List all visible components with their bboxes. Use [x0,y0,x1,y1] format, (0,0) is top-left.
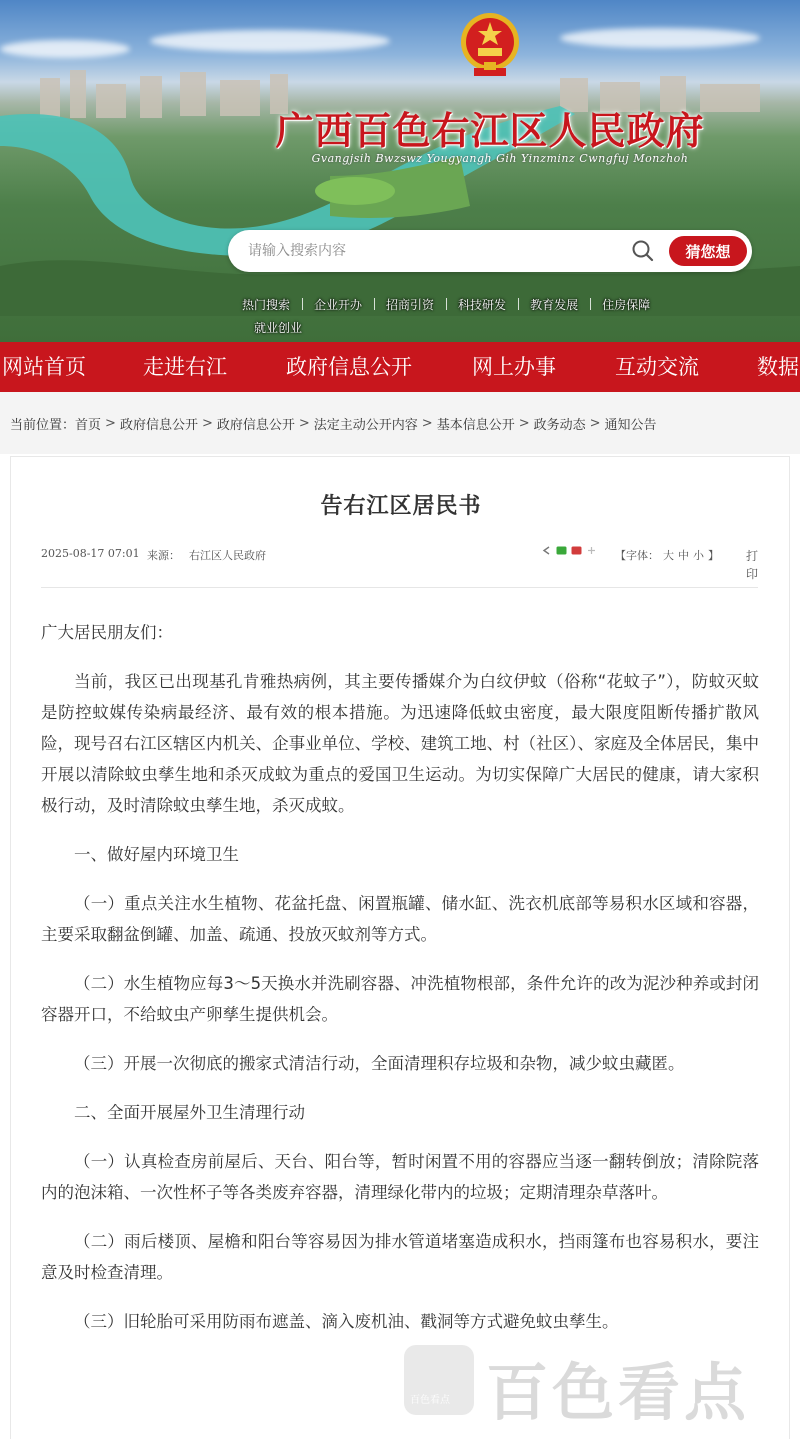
search-icon[interactable] [630,238,656,264]
nav-item-interaction[interactable]: 互动交流 [615,355,699,379]
share-bar [541,545,597,556]
breadcrumb-item[interactable]: 政务动态 [533,417,586,433]
wechat-share-icon[interactable] [556,545,567,556]
breadcrumb-separator: > [105,415,116,431]
article-card [10,456,790,1439]
hot-search-item[interactable]: 住房保障 [590,294,662,315]
hot-search-item[interactable]: 就业创业 [254,321,303,335]
header-banner [0,0,800,342]
nav-item-home[interactable]: 网站首页 [2,355,86,379]
section-heading: 二、全面开展屋外卫生清理行动 [74,1103,305,1122]
breadcrumb-item[interactable]: 政府信息公开 [216,417,295,433]
watermark-text: 百色看点 [486,1356,751,1429]
paragraph: （三）开展一次彻底的搬家式清洁行动，全面清理积存垃圾和杂物，减少蚊虫藏匿。 [74,1054,685,1073]
breadcrumb [0,392,800,454]
nav-item-gov-info[interactable]: 政府信息公开 [286,355,412,379]
article-body [41,617,759,1355]
breadcrumb-item[interactable]: 通知公告 [604,417,657,433]
breadcrumb-item[interactable]: 首页 [75,417,102,433]
hot-search-row-2 [242,317,314,338]
nav-item-about[interactable]: 走进右江 [143,355,227,379]
font-size-control [615,547,719,563]
paragraph: （二）水生植物应每3～5天换水并洗刷容器、冲洗植物根部，条件允许的改为泥沙种养或封闭容器开口，不给蚊虫产卵孳生提供机会。 [41,974,759,1024]
weibo-share-icon[interactable] [571,545,582,556]
font-size-small[interactable]: 小 [693,549,704,562]
watermark [404,1345,794,1435]
article-title: 告右江区居民书 [320,494,482,519]
font-size-medium[interactable]: 中 [678,549,689,562]
breadcrumb-separator: > [421,415,433,431]
meta-divider [41,587,758,588]
share-icon[interactable] [541,545,552,556]
greeting: 广大居民朋友们： [41,623,173,642]
publish-date: 2025-08-17 07:01 [41,547,140,560]
font-size-label: 【字体： [615,549,659,562]
paragraph: （一）重点关注水生植物、花盆托盘、闲置瓶罐、储水缸、洗衣机底部等易积水区域和容器，主要采取翻盆倒罐、加盖、疏通、投放灭蚊剂等方式。 [41,894,759,944]
cloud-decoration [0,40,130,58]
hot-search-item[interactable]: 招商引资 [374,294,446,315]
source-value: 右江区人民政府 [189,549,266,562]
paragraph: （二）雨后楼顶、屋檐和阳台等容易因为排水管道堵塞造成积水，挡雨篷布也容易积水，要注意及时检查清理。 [41,1232,759,1282]
source-label: 来源： [147,549,180,562]
breadcrumb-item[interactable]: 法定主动公开内容 [313,417,418,433]
site-title: 广西百色右江区人民政府 [275,108,705,153]
print-button[interactable]: 打印 [746,549,759,581]
hot-search-row [230,294,662,315]
paragraph: 当前，我区已出现基孔肯雅热病例，其主要传播媒介为白纹伊蚊（俗称“花蚊子”），防蚊灭蚊是防控蚊媒传染病最经济、最有效的根本措施。为迅速降低蚊虫密度，最大限度阻断传播扩散风险，现号召右江区辖区内机关、企事业单位、学校、建筑工地、村（社区）、家庭及全体居民，集中开展以清除蚊虫孳生地和杀灭成蚊为重点的爱国卫生运动。为切实保障广大居民的健康，请大家积极行动，及时清除蚊虫孳生地，杀灭成蚊。 [41,672,759,815]
font-size-close: 】 [708,549,719,562]
breadcrumb-label: 当前位置： [10,417,76,433]
nav-item-online-service[interactable]: 网上办事 [472,355,556,379]
paragraph: （三）旧轮胎可采用防雨布遮盖、滴入废机油、戳洞等方式避免蚊虫孳生。 [74,1312,619,1331]
hot-search-item[interactable]: 教育发展 [518,294,590,315]
main-nav [0,342,800,392]
breadcrumb-item[interactable]: 基本信息公开 [436,417,515,433]
search-input[interactable] [248,239,638,263]
watermark-small-text: 百色看点 [410,1395,450,1406]
font-size-large[interactable]: 大 [663,549,674,562]
cloud-decoration [560,28,760,48]
breadcrumb-separator: > [589,415,601,431]
breadcrumb-item[interactable]: 政府信息公开 [119,417,198,433]
national-emblem-icon [458,10,522,78]
paragraph: （一）认真检查房前屋后、天台、阳台等，暂时闲置不用的容器应当逐一翻转倒放；清除院落内的泡沫箱、一次性杯子等各类废弃容器，清理绿化带内的垃圾；定期清理杂草落叶。 [41,1152,759,1202]
site-subtitle: Gvangjsih Bwzswz Yougyangh Gih Yinzminz Cwngfuj Monzhoh [311,152,689,165]
search-suggest-button[interactable]: 猜您想 [669,236,747,266]
hot-search-label: 热门搜索 [242,298,291,312]
article-meta [41,543,761,587]
more-share-icon[interactable] [586,545,597,556]
nav-item-data[interactable]: 数据 [757,355,799,379]
cloud-decoration [150,30,390,52]
breadcrumb-separator: > [201,415,213,431]
hot-search-item[interactable]: 科技研发 [446,294,518,315]
hot-search-item[interactable]: 企业开办 [302,294,374,315]
breadcrumb-separator: > [518,415,530,431]
breadcrumb-separator: > [298,415,310,431]
section-heading: 一、做好屋内环境卫生 [74,845,239,864]
